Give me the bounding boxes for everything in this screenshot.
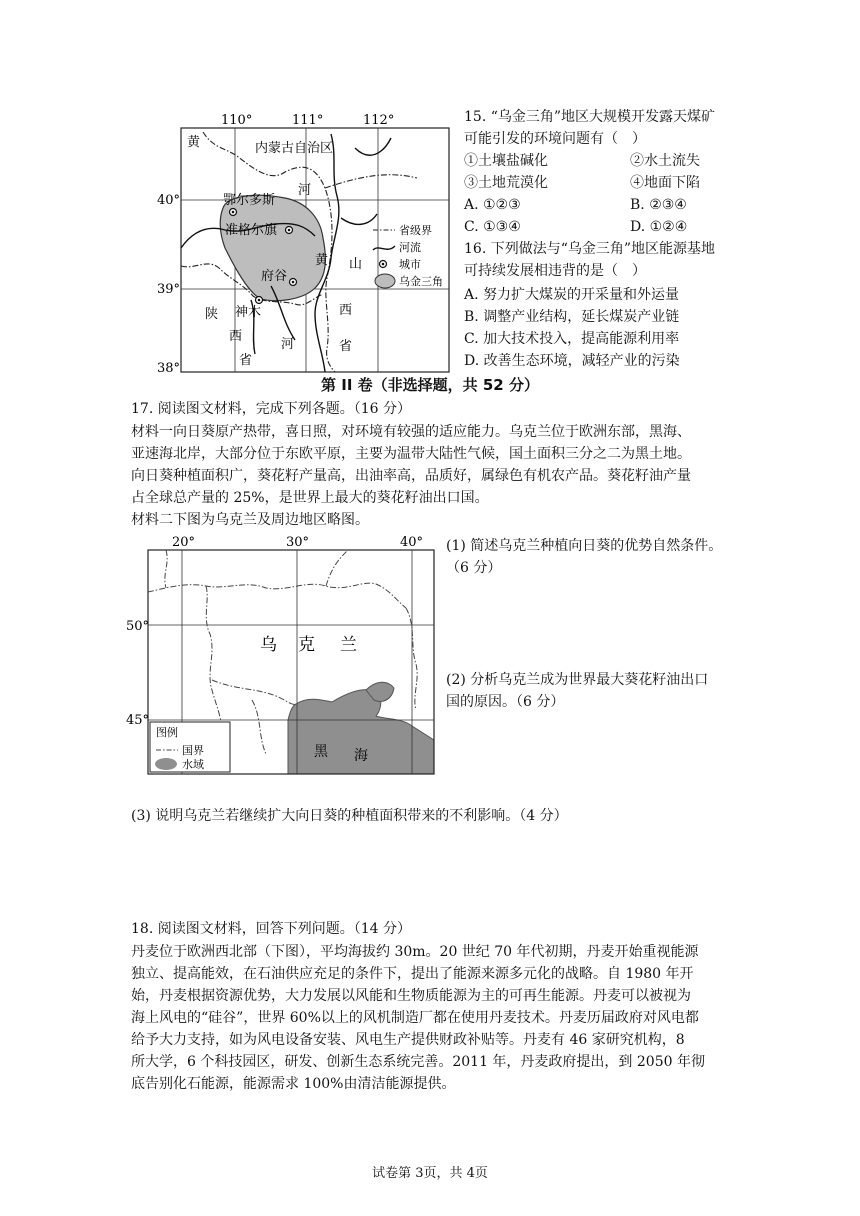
label-he-lower: 河 <box>281 337 295 352</box>
q18-line5: 给予大力支持，如为风电设备安装、风电生产提供财政补贴等。丹麦有 46 家研究机构，8 <box>131 1032 685 1048</box>
map1-lon-112: 112° <box>363 113 395 128</box>
q16-option-a: A. 努力扩大煤炭的开采量和外运量 <box>464 287 680 303</box>
map1-lat-38: 38° <box>157 361 181 376</box>
map1-lat-40: 40° <box>157 193 181 208</box>
q15-stem-line2: 可能引发的环境问题有（ ） <box>464 131 646 147</box>
wujin-map-svg <box>155 108 460 376</box>
label-sheng-left: 省 <box>239 353 253 368</box>
map2-lon-20: 20° <box>172 535 196 550</box>
q15-item-2: ②水土流失 <box>630 153 700 169</box>
q16-stem-line2: 可持续发展相违背的是（ ） <box>464 263 646 279</box>
q15-option-c: C. ①③④ <box>464 219 521 235</box>
legend-province-border: 省级界 <box>399 224 432 237</box>
label-xi-left: 西 <box>229 329 243 344</box>
legend-city: 城市 <box>399 258 421 271</box>
q15-item-3: ③土地荒漠化 <box>464 175 548 191</box>
map2-lat-45: 45° <box>126 713 150 728</box>
map2-lat-50: 50° <box>126 619 150 634</box>
label-fugu: 府谷 <box>261 269 288 284</box>
q17-material1-line2: 亚速海北岸，大部分位于东欧平原，主要为温带大陆性气候，国土面积三分之二为黑土地。 <box>131 446 691 462</box>
q16-option-d: D. 改善生态环境，减轻产业的污染 <box>464 353 680 369</box>
q17-title: 17. 阅读图文材料，完成下列各题。（16 分） <box>131 401 411 417</box>
q17-sub1-line1: (1) 简述乌克兰种植向日葵的优势自然条件。 <box>446 538 723 554</box>
label-ukraine-3: 兰 <box>340 635 357 655</box>
q17-material2: 材料二下图为乌克兰及周边地区略图。 <box>131 512 369 528</box>
q15-option-d: D. ①②④ <box>630 219 688 235</box>
q16-stem-line1: 16. 下列做法与“乌金三角”地区能源基地 <box>464 241 716 257</box>
q18-line6: 所大学，6 个科技园区，研发、创新生态系统完善。2011 年，丹麦政府提出，到 2050 年彻 <box>131 1054 705 1070</box>
q18-line7: 底告别化石能源，能源需求 100%由清洁能源提供。 <box>131 1076 456 1092</box>
q17-sub3: (3) 说明乌克兰若继续扩大向日葵的种植面积带来的不利影响。（4 分） <box>131 808 568 824</box>
label-ukraine-1: 乌 <box>260 635 277 655</box>
wujin-triangle-map <box>155 108 460 376</box>
q18-title: 18. 阅读图文材料，回答下列问题。（14 分） <box>131 921 411 937</box>
q17-material1-line1: 材料一向日葵原产热带，喜日照，对环境有较强的适应能力。乌克兰位于欧洲东部，黑海、 <box>131 424 691 440</box>
label-shaan: 陕 <box>205 307 219 322</box>
q17-material1-line3: 向日葵种植面积广，葵花籽产量高，出油率高，品质好，属绿色有机农产品。葵花籽油产量 <box>131 468 691 484</box>
legend-water-label: 水域 <box>182 758 204 771</box>
map1-lon-111: 111° <box>292 113 324 128</box>
map2-lon-40: 40° <box>400 535 424 550</box>
q17-sub1-line2: （6 分） <box>446 560 502 576</box>
page-footer: 试卷第 3页，共 4页 <box>372 1166 488 1181</box>
q18-line3: 始，丹麦根据资源优势，大力发展以风能和生物质能源为主的可再生能源。丹麦可以被视为 <box>131 988 691 1004</box>
label-huang-right: 黄 <box>315 253 329 268</box>
label-shenmu: 神木 <box>235 305 262 320</box>
label-sheng-right: 省 <box>339 339 353 354</box>
label-ordos: 鄂尔多斯 <box>223 193 276 208</box>
map2-lon-30: 30° <box>286 535 310 550</box>
label-black-sea-1: 黑 <box>314 744 328 760</box>
legend-triangle: 乌金三角 <box>399 275 443 288</box>
label-shan-mountain: 山 <box>349 257 363 272</box>
label-he-upper: 河 <box>298 183 312 198</box>
q15-stem-line1: 15. “乌金三角”地区大规模开发露天煤矿 <box>464 109 716 125</box>
q17-material1-line4: 占全球总产量的 25%，是世界上最大的葵花籽油出口国。 <box>131 490 489 506</box>
q15-item-4: ④地面下陷 <box>630 175 700 191</box>
label-black-sea-2: 海 <box>354 748 368 764</box>
label-inner-mongolia: 内蒙古自治区 <box>255 141 334 156</box>
legend-river: 河流 <box>399 241 421 254</box>
q15-option-a: A. ①②③ <box>464 197 521 213</box>
legend-water-symbol <box>155 758 177 770</box>
label-xi-right: 西 <box>339 303 353 318</box>
label-ukraine-2: 克 <box>298 635 315 655</box>
map2-legend-title: 图例 <box>156 726 178 739</box>
q18-line2: 独立、提高能效，在石油供应充足的条件下，提出了能源来源多元化的战略。自 1980 年开 <box>131 966 694 982</box>
ukraine-map <box>126 530 438 778</box>
q16-option-b: B. 调整产业结构，延长煤炭产业链 <box>464 309 680 325</box>
map1-lon-110: 110° <box>221 113 253 128</box>
q15-item-1: ①土壤盐碱化 <box>464 153 548 169</box>
label-huang-left: 黄 <box>187 135 201 150</box>
q15-option-b: B. ②③④ <box>630 197 687 213</box>
map1-lat-39: 39° <box>157 282 181 297</box>
q16-option-c: C. 加大技术投入，提高能源利用率 <box>464 331 680 347</box>
legend-border-label: 国界 <box>182 744 204 757</box>
q18-line4: 海上风电的“硅谷”，世界 60%以上的风机制造厂都在使用丹麦技术。丹麦历届政府对风电都 <box>131 1010 699 1026</box>
label-zhungeer: 准格尔旗 <box>225 223 278 238</box>
ukraine-map-svg <box>126 530 438 778</box>
q17-sub2-line2: 国的原因。（6 分） <box>446 694 565 710</box>
section-title: 第 II 卷（非选择题，共 52 分） <box>321 376 539 394</box>
q17-sub2-line1: (2) 分析乌克兰成为世界最大葵花籽油出口 <box>446 672 709 688</box>
map1-legend-symbols <box>373 230 395 288</box>
q18-line1: 丹麦位于欧洲西北部（下图），平均海拔约 30m。20 世纪 70 年代初期，丹麦开始重视能源 <box>131 944 699 960</box>
